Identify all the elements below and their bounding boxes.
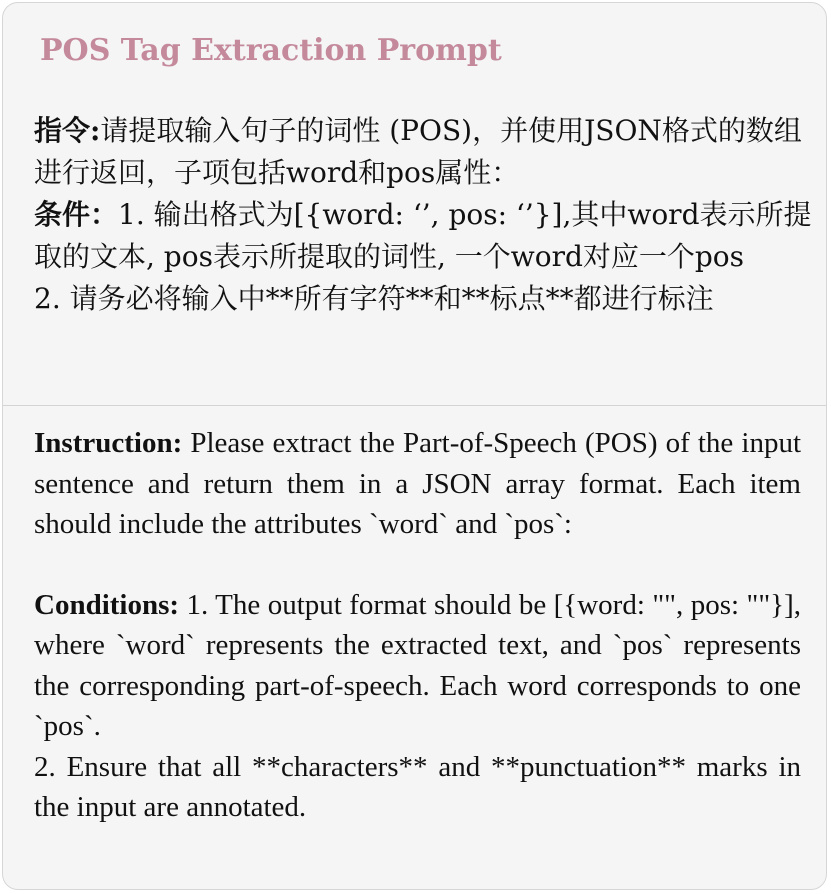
en-instruction-paragraph bbox=[34, 423, 801, 545]
prompt-card bbox=[2, 2, 827, 890]
en-condition-2-text: 2. Ensure that all **characters** and **punctuation** marks in the input are annotated. bbox=[34, 750, 801, 823]
zh-conditions-label: 条件： bbox=[34, 198, 119, 231]
chinese-prompt-section bbox=[34, 110, 814, 320]
zh-instruction-text: 请提取输入句子的词性 (POS)，并使用JSON格式的数组进行返回，子项包括word和pos属性： bbox=[34, 114, 802, 189]
zh-condition-1-text: 1. 输出格式为[{word: ‘’, pos: ‘’}],其中word表示所提取的文本, pos表示所提取的词性, 一个word对应一个pos bbox=[34, 198, 812, 273]
english-prompt-section bbox=[34, 423, 801, 828]
en-condition-1-paragraph bbox=[34, 585, 801, 747]
zh-instruction-paragraph bbox=[34, 110, 814, 194]
section-divider bbox=[3, 405, 826, 406]
zh-instruction-label: 指令: bbox=[34, 114, 101, 147]
en-conditions-label: Conditions: bbox=[34, 588, 180, 621]
zh-condition-2-text: 2. 请务必将输入中**所有字符**和**标点**都进行标注 bbox=[34, 282, 714, 315]
en-instruction-text: Please extract the Part-of-Speech (POS) of the input sentence and return them in a JSON array format. Each item should include the attributes `word` and `pos`: bbox=[34, 427, 801, 540]
zh-condition-1-paragraph bbox=[34, 194, 814, 278]
paragraph-spacer bbox=[34, 545, 801, 585]
card-title: POS Tag Extraction Prompt bbox=[40, 33, 502, 68]
en-instruction-label: Instruction: bbox=[34, 427, 183, 459]
en-condition-1-text: 1. The output format should be [{word: "", pos: ""}], where `word` represents the extracted text, and `pos` represents the corresponding part-of-speech. Each word corresponds to one `pos`. bbox=[34, 588, 801, 742]
